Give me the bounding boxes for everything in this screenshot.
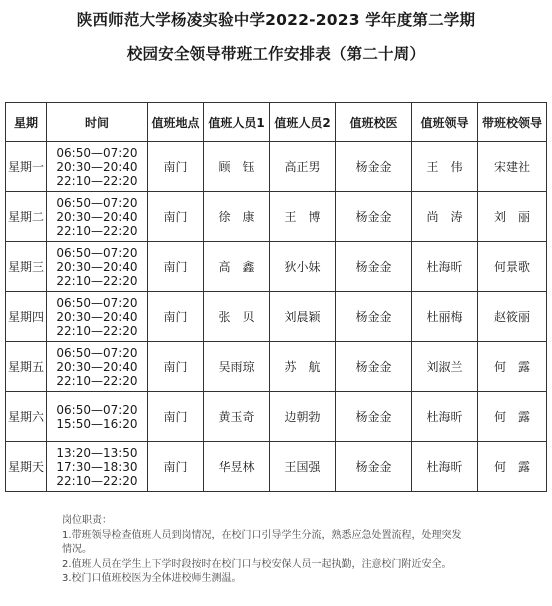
school-leader-cell: 刘 丽 <box>478 192 547 242</box>
location-cell: 南门 <box>148 292 204 342</box>
time-slot: 20:30—20:40 <box>56 159 138 174</box>
table-row <box>6 442 547 492</box>
time-cell <box>47 242 148 292</box>
time-slot: 20:30—20:40 <box>56 209 138 224</box>
school-leader-cell: 何景歌 <box>478 242 547 292</box>
time-slot: 22:10—22:20 <box>56 323 138 338</box>
doctor-cell: 杨金金 <box>336 392 412 442</box>
time-cell <box>47 392 148 442</box>
doctor-cell: 杨金金 <box>336 342 412 392</box>
leader-cell: 尚 涛 <box>412 192 478 242</box>
day-cell: 星期三 <box>6 242 47 292</box>
leader-cell: 杜丽梅 <box>412 292 478 342</box>
doctor-cell: 杨金金 <box>336 442 412 492</box>
table-row <box>6 142 547 192</box>
duty-responsibilities <box>62 514 532 587</box>
day-cell: 星期一 <box>6 142 47 192</box>
day-cell: 星期二 <box>6 192 47 242</box>
table-header-row <box>6 103 547 142</box>
school-leader-cell: 何 露 <box>478 342 547 392</box>
school-leader-cell: 何 露 <box>478 392 547 442</box>
column-header: 星期 <box>6 103 47 142</box>
time-slot: 22:10—22:20 <box>56 373 138 388</box>
time-cell <box>47 342 148 392</box>
time-slot: 20:30—20:40 <box>56 359 138 374</box>
time-cell <box>47 292 148 342</box>
column-header: 值班领导 <box>412 103 478 142</box>
table-row <box>6 392 547 442</box>
day-cell: 星期天 <box>6 442 47 492</box>
responsibility-line: 情况。 <box>62 544 92 555</box>
column-header: 值班地点 <box>148 103 204 142</box>
responsibility-line: 2.值班人员在学生上下学时段按时在校门口与校安保人员一起执勤，注意校门附近安全。 <box>62 558 452 570</box>
responsibility-line: 3.校门口值班校医为全体进校师生测温。 <box>62 573 242 584</box>
time-cell <box>47 192 148 242</box>
staff1-cell: 徐 康 <box>204 192 270 242</box>
staff1-cell: 高 鑫 <box>204 242 270 292</box>
time-slot: 20:30—20:40 <box>56 259 138 274</box>
time-slot: 22:10—22:20 <box>56 273 138 288</box>
time-slot: 20:30—20:40 <box>56 309 138 324</box>
leader-cell: 杜海昕 <box>412 442 478 492</box>
staff2-cell: 王国强 <box>270 442 336 492</box>
doctor-cell: 杨金金 <box>336 292 412 342</box>
staff1-cell: 黄玉奇 <box>204 392 270 442</box>
table-row <box>6 292 547 342</box>
time-slot: 06:50—07:20 <box>56 245 138 260</box>
responsibilities-heading: 岗位职责： <box>62 515 112 526</box>
staff2-cell: 王 博 <box>270 192 336 242</box>
column-header: 值班人员2 <box>270 103 336 142</box>
location-cell: 南门 <box>148 442 204 492</box>
time-slot: 13:20—13:50 <box>56 445 138 460</box>
table-row <box>6 242 547 292</box>
time-cell <box>47 142 148 192</box>
leader-cell: 王 伟 <box>412 142 478 192</box>
school-leader-cell: 赵筱丽 <box>478 292 547 342</box>
table-row <box>6 192 547 242</box>
time-slot: 22:10—22:20 <box>56 223 138 238</box>
day-cell: 星期五 <box>6 342 47 392</box>
location-cell: 南门 <box>148 242 204 292</box>
staff1-cell: 张 贝 <box>204 292 270 342</box>
staff1-cell: 华昱林 <box>204 442 270 492</box>
table-row <box>6 342 547 392</box>
time-slot: 06:50—07:20 <box>56 195 138 210</box>
day-cell: 星期六 <box>6 392 47 442</box>
time-slot: 06:50—07:20 <box>56 402 138 417</box>
time-slot: 06:50—07:20 <box>56 145 138 160</box>
time-slot: 17:30—18:30 <box>56 459 138 474</box>
time-slot: 06:50—07:20 <box>56 345 138 360</box>
column-header: 值班校医 <box>336 103 412 142</box>
time-cell <box>47 442 148 492</box>
staff2-cell: 刘晨颖 <box>270 292 336 342</box>
location-cell: 南门 <box>148 342 204 392</box>
time-slot: 06:50—07:20 <box>56 295 138 310</box>
staff1-cell: 顾 钰 <box>204 142 270 192</box>
leader-cell: 刘淑兰 <box>412 342 478 392</box>
doctor-cell: 杨金金 <box>336 142 412 192</box>
column-header: 带班校领导 <box>478 103 547 142</box>
duty-schedule-table <box>5 102 547 492</box>
staff2-cell: 狄小妹 <box>270 242 336 292</box>
staff2-cell: 边朝勃 <box>270 392 336 442</box>
leader-cell: 杜海昕 <box>412 392 478 442</box>
leader-cell: 杜海昕 <box>412 242 478 292</box>
staff2-cell: 苏 航 <box>270 342 336 392</box>
staff2-cell: 高正男 <box>270 142 336 192</box>
day-cell: 星期四 <box>6 292 47 342</box>
location-cell: 南门 <box>148 392 204 442</box>
column-header: 时间 <box>47 103 148 142</box>
time-slot: 22:10—22:20 <box>56 473 138 488</box>
column-header: 值班人员1 <box>204 103 270 142</box>
location-cell: 南门 <box>148 192 204 242</box>
staff1-cell: 吴雨琼 <box>204 342 270 392</box>
time-slot: 15:50—16:20 <box>56 416 138 431</box>
page-title-line-2: 校园安全领导带班工作安排表（第二十周） <box>126 45 426 63</box>
school-leader-cell: 何 露 <box>478 442 547 492</box>
page-title-line-1: 陕西师范大学杨凌实验中学2022-2023 学年度第二学期 <box>76 11 476 29</box>
responsibility-line: 1.带班领导检查值班人员到岗情况，在校门口引导学生分流，熟悉应急处置流程，处理突发 <box>62 529 462 541</box>
school-leader-cell: 宋建社 <box>478 142 547 192</box>
location-cell: 南门 <box>148 142 204 192</box>
doctor-cell: 杨金金 <box>336 242 412 292</box>
doctor-cell: 杨金金 <box>336 192 412 242</box>
time-slot: 22:10—22:20 <box>56 173 138 188</box>
